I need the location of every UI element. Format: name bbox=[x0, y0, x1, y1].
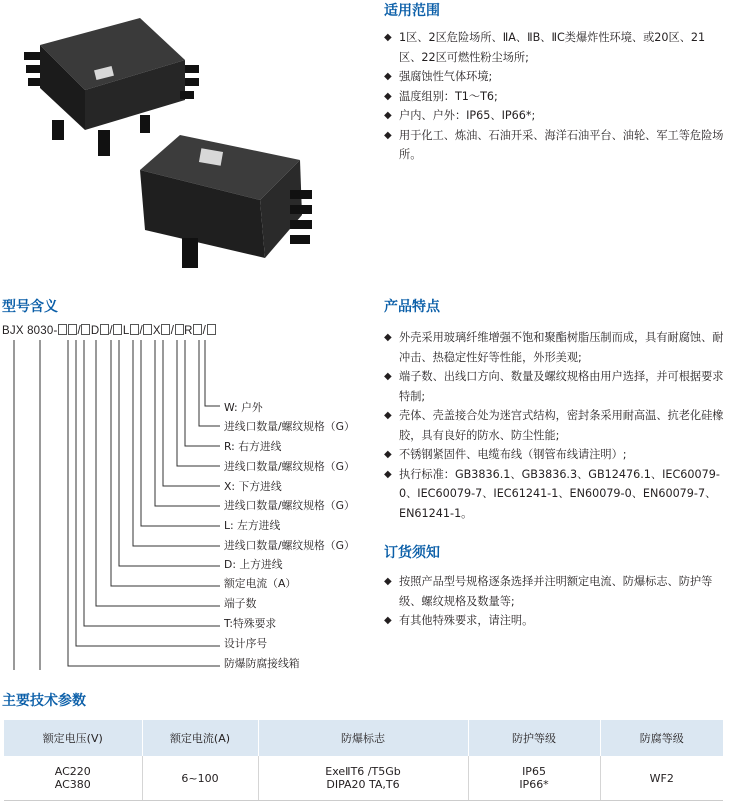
model-letter: R bbox=[184, 325, 193, 337]
junction-box-1 bbox=[24, 18, 199, 156]
params-table bbox=[4, 720, 723, 801]
column-header: 防腐等级 bbox=[600, 720, 723, 756]
model-label: D: 上方进线 bbox=[224, 558, 283, 571]
model-label: 进线口数量/螺纹规格（G） bbox=[224, 420, 355, 433]
voltage-cell: AC220 AC380 bbox=[4, 756, 142, 801]
model-label: 进线口数量/螺纹规格（G） bbox=[224, 539, 355, 552]
model-label: 进线口数量/螺纹规格（G） bbox=[224, 460, 355, 473]
product-photos bbox=[0, 0, 375, 272]
ip-cell: IP65 IP66* bbox=[468, 756, 600, 801]
scope-item: ◆ 1区、2区危险场所、ⅡA、ⅡB、ⅡC类爆炸性环境、或20区、21区、22区可燃性粉尘场所; bbox=[384, 28, 726, 67]
model-prefix: BJX 8030- bbox=[2, 325, 58, 337]
model-label: 端子数 bbox=[224, 597, 257, 610]
scope-item: ◆ 户内、户外：IP65、IP66*; bbox=[384, 106, 726, 126]
table-row bbox=[4, 756, 723, 801]
model-label: W: 户外 bbox=[224, 401, 263, 414]
params-table-wrap bbox=[4, 720, 723, 801]
model-label: X: 下方进线 bbox=[224, 480, 282, 493]
ex-mark-cell: ExeⅡT6 /T5Gb DIPA20 TA,T6 bbox=[258, 756, 468, 801]
model-label: 额定电流（A） bbox=[224, 577, 297, 590]
column-header: 额定电压(V) bbox=[4, 720, 142, 756]
scope-item: ◆ 用于化工、炼油、石油开采、海洋石油平台、油轮、军工等危险场所。 bbox=[384, 126, 726, 165]
model-letter: D bbox=[90, 325, 100, 337]
model-label: L: 左方进线 bbox=[224, 519, 281, 532]
feature-item: ◆ 端子数、出线口方向、数量及螺纹规格由用户选择，并可根据要求特制; bbox=[384, 367, 728, 406]
scope-heading: 适用范围 bbox=[384, 3, 440, 19]
features-list bbox=[384, 328, 728, 523]
model-heading: 型号含义 bbox=[2, 299, 58, 315]
model-code: BJX 8030- / D / L / X / R / bbox=[2, 324, 216, 337]
model-label: R: 右方进线 bbox=[224, 440, 282, 453]
current-cell: 6~100 bbox=[142, 756, 258, 801]
order-heading: 订货须知 bbox=[384, 545, 440, 561]
model-label: 设计序号 bbox=[224, 637, 268, 650]
column-header: 额定电流(A) bbox=[142, 720, 258, 756]
model-letter: X bbox=[152, 325, 161, 337]
features-heading: 产品特点 bbox=[384, 299, 440, 315]
order-item: ◆ 有其他特殊要求，请注明。 bbox=[384, 611, 728, 631]
order-item: ◆ 按照产品型号规格逐条选择并注明额定电流、防爆标志、防护等级、螺纹规格及数量等; bbox=[384, 572, 728, 611]
model-letter: L bbox=[122, 325, 130, 337]
feature-item: ◆ 外壳采用玻璃纤维增强不饱和聚酯树脂压制而成，具有耐腐蚀、耐冲击、热稳定性好等性能，外形美观; bbox=[384, 328, 728, 367]
anticorrosion-cell: WF2 bbox=[600, 756, 723, 801]
table-header-row bbox=[4, 720, 723, 756]
junction-box-photos bbox=[0, 0, 375, 272]
junction-box-2 bbox=[140, 135, 312, 268]
feature-item: ◆ 不锈钢紧固件、电缆布线（钢管布线请注明）; bbox=[384, 445, 728, 465]
model-label: T:特殊要求 bbox=[224, 617, 277, 630]
params-heading: 主要技术参数 bbox=[2, 693, 86, 709]
scope-item: ◆ 强腐蚀性气体环境; bbox=[384, 67, 726, 87]
model-label: 防爆防腐接线箱 bbox=[224, 657, 300, 670]
column-header: 防护等级 bbox=[468, 720, 600, 756]
feature-item: ◆ 执行标准：GB3836.1、GB3836.3、GB12476.1、IEC60079-0、IEC60079-7、IEC61241-1、EN60079-0、EN60079-7、EN61241-1。 bbox=[384, 465, 728, 524]
order-list bbox=[384, 572, 728, 631]
feature-item: ◆ 壳体、壳盖接合处为迷宫式结构，密封条采用耐高温、抗老化硅橡胶，具有良好的防水、防尘性能; bbox=[384, 406, 728, 445]
scope-item: ◆ 温度组别：T1～T6; bbox=[384, 87, 726, 107]
model-label: 进线口数量/螺纹规格（G） bbox=[224, 499, 355, 512]
column-header: 防爆标志 bbox=[258, 720, 468, 756]
scope-list bbox=[384, 28, 726, 165]
